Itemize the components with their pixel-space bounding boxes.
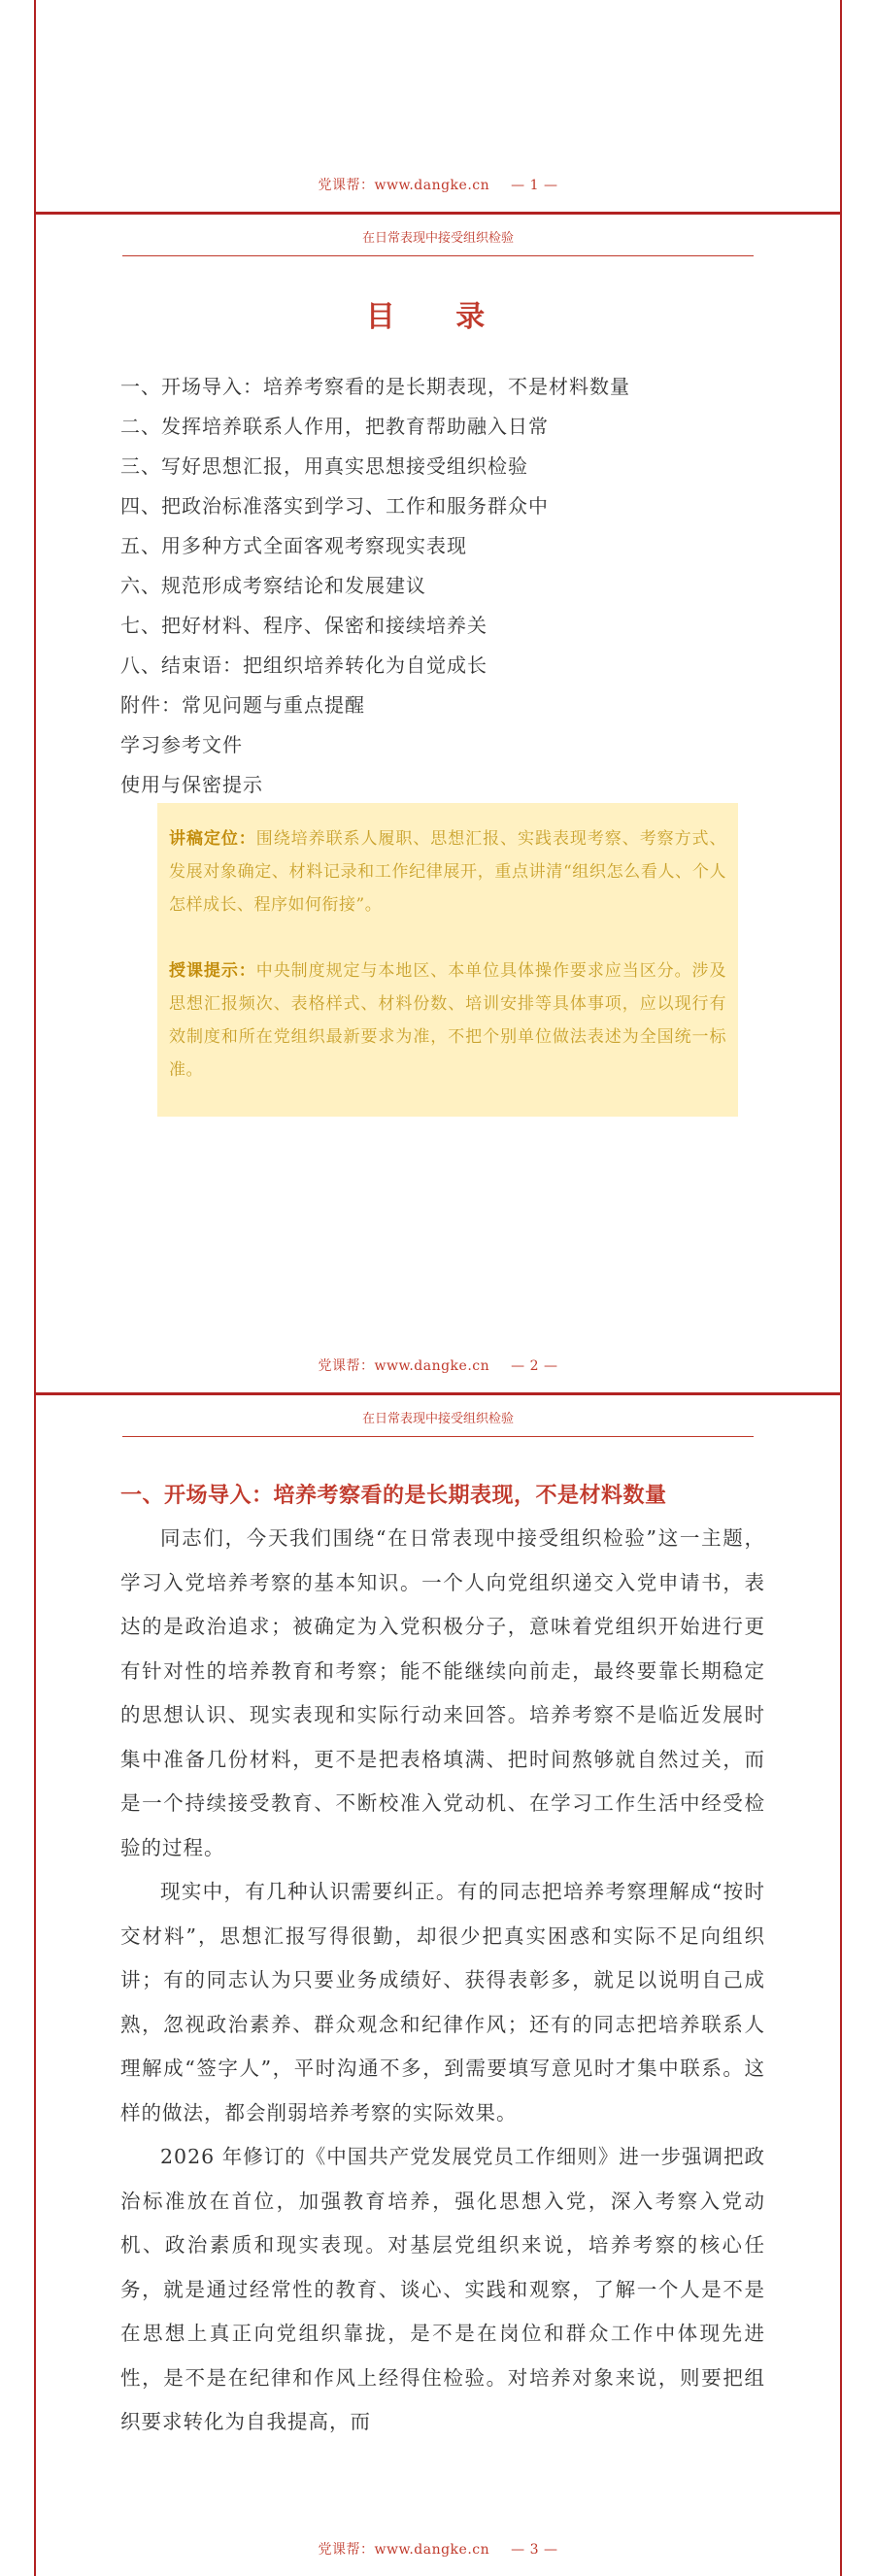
page-2 xyxy=(34,212,842,1392)
toc-item: 四、把政治标准落实到学习、工作和服务群众中 xyxy=(120,494,549,518)
toc-item: 三、写好思想汇报，用真实思想接受组织检验 xyxy=(120,454,528,478)
running-header: 在日常表现中接受组织检验 xyxy=(122,1409,754,1437)
page-1 xyxy=(34,0,842,212)
toc-item: 一、开场导入：培养考察看的是长期表现，不是材料数量 xyxy=(120,375,630,398)
note-box xyxy=(157,803,738,1117)
footer-site: 党课帮：www.dangke.cn xyxy=(318,1358,490,1374)
toc-item: 七、把好材料、程序、保密和接续培养关 xyxy=(120,614,487,637)
page-footer xyxy=(36,175,840,194)
note-teaching-tip xyxy=(169,954,726,1087)
footer-site: 党课帮：www.dangke.cn xyxy=(318,2542,490,2558)
section-heading: 一、开场导入：培养考察看的是长期表现，不是材料数量 xyxy=(120,1483,667,1508)
page-footer xyxy=(36,1355,840,1375)
footer-page-number: — 2 — xyxy=(511,1358,558,1374)
toc-item: 学习参考文件 xyxy=(120,733,243,756)
running-header: 在日常表现中接受组织检验 xyxy=(122,228,754,256)
toc-list xyxy=(120,367,756,805)
toc-title: 目 录 xyxy=(365,300,511,334)
section-body xyxy=(120,1517,765,2445)
body-paragraph: 现实中，有几种认识需要纠正。有的同志把培养考察理解成“按时交材料”，思想汇报写得很勤，却很少把真实困惑和实际不足向组织讲；有的同志认为只要业务成绩好、获得表彰多，就足以说明自己成熟，忽视政治素养、群众观念和纪律作风；还有的同志把培养联系人理解成“签字人”，平时沟通不多，到需要填写意见时才集中联系。这样的做法，都会削弱培养考察的实际效果。 xyxy=(120,1880,765,2124)
body-paragraph: 同志们，今天我们围绕“在日常表现中接受组织检验”这一主题，学习入党培养考察的基本知识。一个人向党组织递交入党申请书，表达的是政治追求；被确定为入党积极分子，意味着党组织开始进行更有针对性的培养教育和考察；能不能继续向前走，最终要靠长期稳定的思想认识、现实表现和实际行动来回答。培养考察不是临近发展时集中准备几份材料，更不是把表格填满、把时间熬够就自然过关，而是一个持续接受教育、不断校准入党动机、在学习工作生活中经受检验的过程。 xyxy=(120,1526,765,1859)
page-3 xyxy=(34,1392,842,2576)
note-text: 中央制度规定与本地区、本单位具体操作要求应当区分。涉及思想汇报频次、表格样式、材料份数、培训安排等具体事项，应以现行有效制度和所在党组织最新要求为准，不把个别单位做法表述为全国统一标准。 xyxy=(169,961,727,1080)
footer-site: 党课帮：www.dangke.cn xyxy=(318,178,490,193)
footer-page-number: — 3 — xyxy=(511,2542,558,2558)
footer-page-number: — 1 — xyxy=(511,178,558,193)
toc-item: 五、用多种方式全面客观考察现实表现 xyxy=(120,534,467,557)
body-paragraph: 2026 年修订的《中国共产党发展党员工作细则》进一步强调把政治标准放在首位，加强教育培养，强化思想入党，深入考察入党动机、政治素质和现实表现。对基层党组织来说，培养考察的核心任务，就是通过经常性的教育、谈心、实践和观察，了解一个人是不是在思想上真正向党组织靠拢，是不是在岗位和群众工作中体现先进性，是不是在纪律和作风上经得住检验。对培养对象来说，则要把组织要求转化为自我提高，而 xyxy=(120,2145,765,2433)
toc-item: 八、结束语：把组织培养转化为自觉成长 xyxy=(120,653,487,677)
toc-item: 六、规范形成考察结论和发展建议 xyxy=(120,574,426,597)
note-label: 授课提示： xyxy=(169,961,256,981)
toc-item: 附件：常见问题与重点提醒 xyxy=(120,693,365,717)
note-text: 围绕培养联系人履职、思想汇报、实践表现考察、考察方式、发展对象确定、材料记录和工作纪律展开，重点讲清“组织怎么看人、个人怎样成长、程序如何衔接”。 xyxy=(169,829,727,915)
note-label: 讲稿定位： xyxy=(169,829,256,849)
toc-item: 使用与保密提示 xyxy=(120,773,263,796)
note-positioning xyxy=(169,822,726,921)
toc-item: 二、发挥培养联系人作用，把教育帮助融入日常 xyxy=(120,415,549,438)
page-footer xyxy=(36,2539,840,2559)
